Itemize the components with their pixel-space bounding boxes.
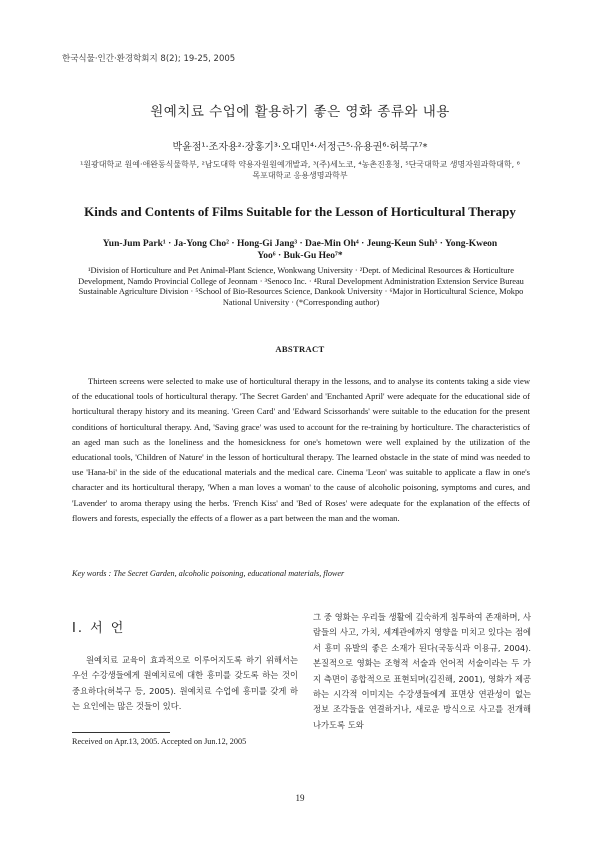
keywords-text: The Secret Garden, alcoholic poisoning, educational materials, flower [113,569,345,578]
abstract-heading: ABSTRACT [275,344,325,354]
english-affiliations: ¹Division of Horticulture and Pet Animal-Plant Science, Wonkwang University · ²Dept. of Medicinal Resources & Horticulture Development, Namdo Provincial College of Jeonnam · ³Senoco Inc. · ⁴Rural Development Administration Extension Service Bureau Sustainable Agriculture Division · ⁵School of Bio-Resources Science, Dankook University · ⁶Major in Horticultural Science, Mokpo National University · (*Corresponding author) [78,266,524,307]
keywords-line [72,569,344,578]
english-title: Kinds and Contents of Films Suitable for the Lesson of Horticultural Therapy [84,204,516,219]
korean-authors: 박윤점¹·조자용²·장홍기³·오대민⁴·서정근⁵·유용권⁶·허북구⁷* [172,142,428,153]
page-number: 19 [295,793,305,803]
korean-title: 원예치료 수업에 활용하기 좋은 영화 종류와 내용 [150,104,450,120]
korean-affiliations: ¹원광대학교 원예·애완동식물학부, ²남도대학 약용자원원예개발과, ³(주)세노코, ⁴농촌진흥청, ⁵단국대학교 생명자원과학대학, ⁶목포대학교 응용생명과학부 [80,160,520,180]
abstract-body: Thirteen screens were selected to make use of horticultural therapy in the lessons, and to analyse its contents taking a side view of the educational tools of horticultural therapy. 'The Secret Garden' and 'Enchanted April' were adequate for the educational side of horticultural therapy history and its meaning. 'Green Card' and 'Edward Scissorhands' were suitable to the education for the present conditions of horticultural therapy. And, 'Saving grace' was used to account for the re-training by horticulture. The characteristics of an aged man such as the loneliness and the homesickness for one's hometown were well explained by the utilization of the educational tools, 'Children of Nature' in the lesson of horticultural therapy. The learned obstacle in the state of mind was needed to use 'Hana-bi' in the side of the educational materials and the medical care. Cinema 'Leon' was suitable to applicate a flaw in one's character and its horticultural therapy, 'When a man loves a woman' to the cause of alcoholic poisoning, symptoms and cures, and 'Lavender' to aroma therapy using the herbs. 'French Kiss' and 'Bed of Roses' were adequate for the explanation of the effects of flowers and forests, especially the effects of a flower as a part between the man and the woman. [72,376,530,523]
body-right-column: 그 중 영화는 우리들 생활에 깊숙하게 침투하여 존재하며, 사람들의 사고, 가치, 세계관에까지 영향을 미치고 있다는 점에서 흥미 유발의 좋은 소재가 된다(국동식과 이용규, 2004). 본질적으로 영화는 조형적 서술과 언어적 서술이라는 두 가지 측면이 종합적으로 표현되며(김진해, 2001), 영화가 제공하는 시각적 이미지는 수강생들에게 표면상 연관성이 없는 정보 조각들을 연결하거나, 새로운 방식으로 사고를 전개해 나가도록 도와 [313,612,531,730]
section-heading: Ⅰ. 서 언 [72,621,126,636]
received-footnote: Received on Apr.13, 2005. Accepted on Jun.12, 2005 [72,737,247,746]
english-authors: Yun-Jum Park¹ · Ja-Yong Cho² · Hong-Gi Jang³ · Dae-Min Oh⁴ · Jeung-Keun Suh⁵ · Yong-Kweon Yoo⁶ · Buk-Gu Heo⁷* [102,239,498,261]
keywords-label: Key words : [72,569,112,578]
footnote-divider [72,732,170,733]
body-left-column: 원예치료 교육이 효과적으로 이루어지도록 하기 위해서는 우선 수강생들에게 원예치료에 대한 흥미를 갖도록 하는 것이 중요하다(허북구 등, 2005). 원예치료 수업에 흥미를 갖게 하는 요인에는 많은 것들이 있다. [72,655,298,711]
running-head: 한국식물·인간·환경학회지 8(2); 19-25, 2005 [62,54,236,64]
